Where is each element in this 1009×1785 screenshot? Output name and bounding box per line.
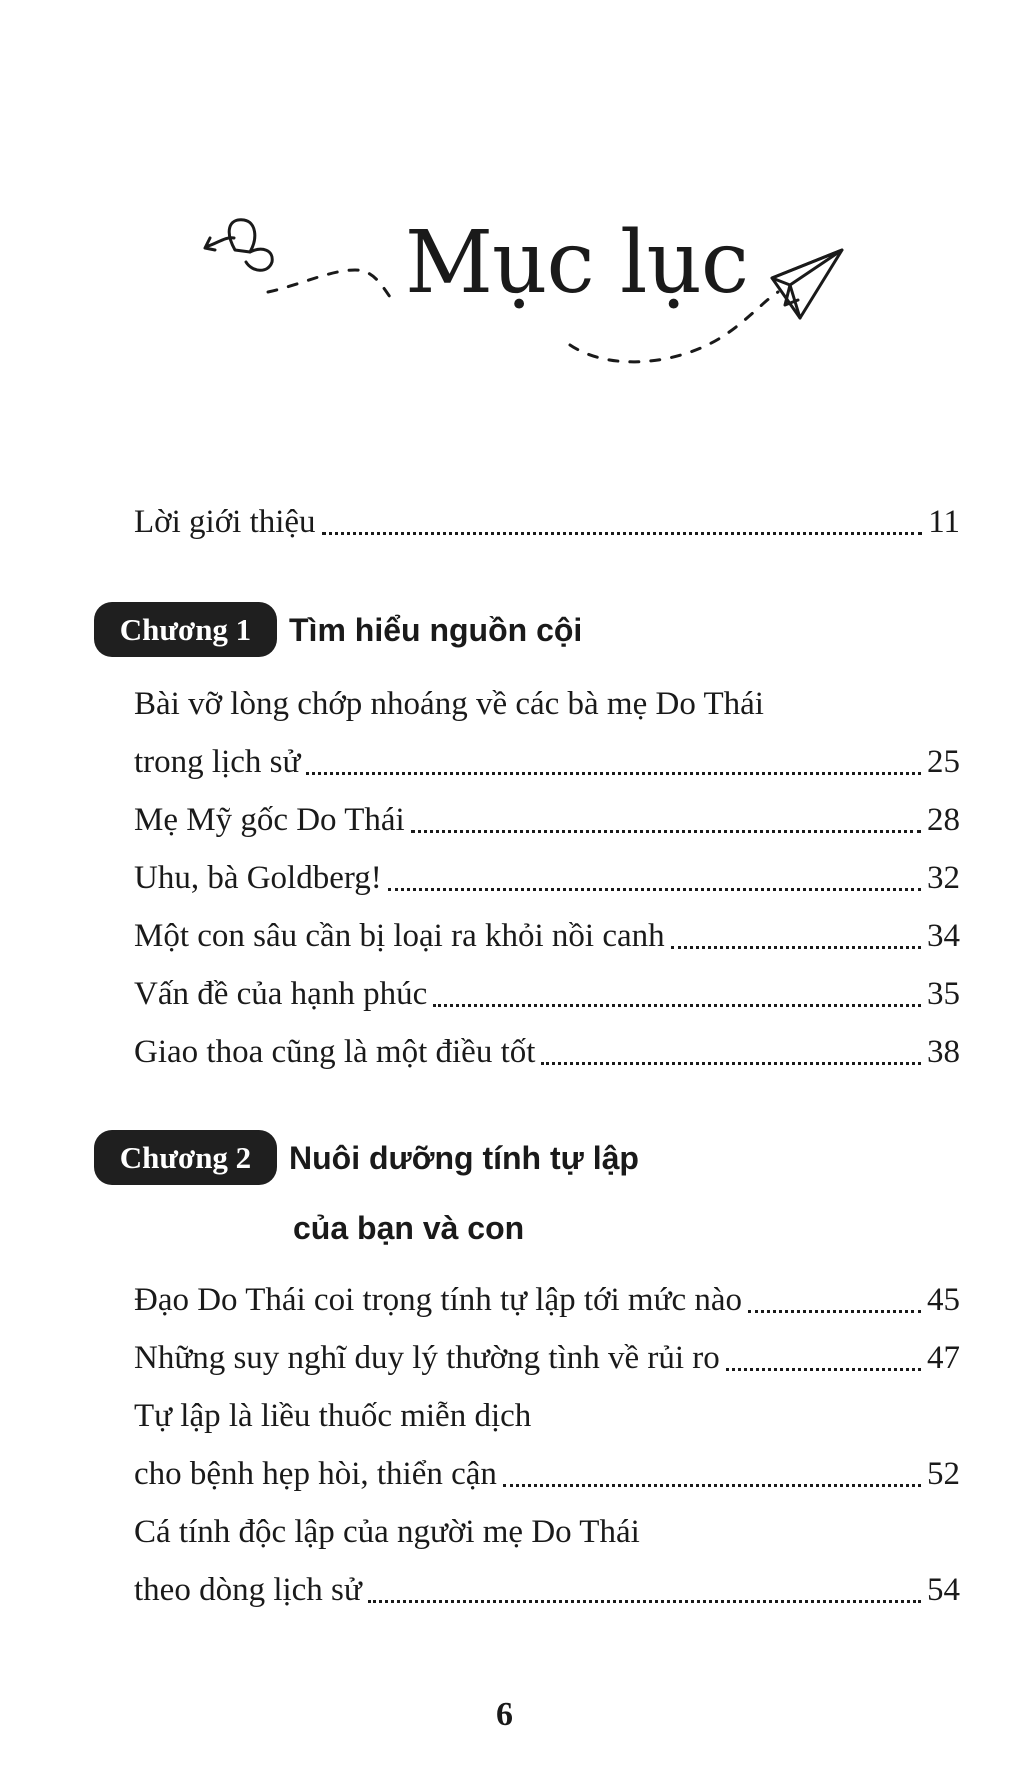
toc-entry-line[interactable]: Cá tính độc lập của người mẹ Do Thái: [134, 1514, 640, 1550]
toc-entry[interactable]: [134, 1278, 960, 1322]
chapter-badge: Chương 1: [94, 602, 277, 657]
toc-entry-label: Mẹ Mỹ gốc Do Thái: [134, 802, 405, 838]
toc-entry-page: 45: [927, 1282, 960, 1318]
page-number: 6: [496, 1696, 513, 1733]
dot-leader: [726, 1368, 921, 1371]
toc-entry-page: 11: [928, 504, 960, 540]
toc-entry-page: 28: [927, 802, 960, 838]
toc-entry-page: 35: [927, 976, 960, 1012]
toc-entry-label: Đạo Do Thái coi trọng tính tự lập tới mức nào: [134, 1282, 743, 1318]
toc-entry-label: Uhu, bà Goldberg!: [134, 860, 382, 896]
toc-entry-label: theo dòng lịch sử: [134, 1572, 362, 1608]
toc-entry-page: 34: [927, 918, 960, 954]
title-area: [0, 0, 1009, 400]
toc-entry[interactable]: [134, 1030, 960, 1074]
dot-leader: [388, 888, 921, 891]
toc-entry-label: Lời giới thiệu: [134, 504, 316, 540]
toc-entry-page: 47: [927, 1340, 960, 1376]
toc-entry-page: 25: [927, 744, 960, 780]
dot-leader: [503, 1484, 921, 1487]
toc-entry-label: Những suy nghĩ duy lý thường tình về rủi ro: [134, 1340, 720, 1376]
dot-leader: [541, 1062, 921, 1065]
dot-leader: [322, 532, 923, 535]
chapter-title-line1: Nuôi dưỡng tính tự lập: [289, 1140, 639, 1176]
toc-entry-label: trong lịch sử: [134, 744, 301, 780]
toc-entry-page: 32: [927, 860, 960, 896]
dot-leader: [433, 1004, 921, 1007]
toc-entry[interactable]: [134, 1452, 960, 1496]
toc-entry[interactable]: [134, 972, 960, 1016]
toc-entry-label: Giao thoa cũng là một điều tốt: [134, 1034, 536, 1070]
page-title: Mục lục: [405, 213, 749, 313]
toc-entry-page: 54: [927, 1572, 960, 1608]
toc-entry-label: Một con sâu cần bị loại ra khỏi nồi canh: [134, 918, 665, 954]
dot-leader: [748, 1310, 921, 1313]
dot-leader: [411, 830, 921, 833]
chapter-title: Tìm hiểu nguồn cội: [289, 612, 583, 648]
toc-entry[interactable]: [134, 1568, 960, 1612]
toc-entry-page: 38: [927, 1034, 960, 1070]
paper-plane-icon: [772, 250, 842, 318]
toc-entry-line[interactable]: Bài vỡ lòng chớp nhoáng về các bà mẹ Do Thái: [134, 686, 764, 722]
toc-entry-page: 52: [927, 1456, 960, 1492]
toc-entry-label: cho bệnh hẹp hòi, thiển cận: [134, 1456, 497, 1492]
toc-entry[interactable]: [134, 798, 960, 842]
dot-leader: [306, 772, 921, 775]
toc-entry-label: Vấn đề của hạnh phúc: [134, 976, 428, 1012]
toc-entry[interactable]: [134, 914, 960, 958]
dot-leader: [671, 946, 921, 949]
title-decoration: [0, 0, 1009, 400]
toc-entry-intro[interactable]: [134, 500, 960, 544]
chapter-title-line2: của bạn và con: [293, 1210, 525, 1246]
butterfly-icon: [205, 220, 272, 270]
toc-entry-line[interactable]: Tự lập là liều thuốc miễn dịch: [134, 1398, 532, 1434]
toc-entry[interactable]: [134, 740, 960, 784]
toc-entry[interactable]: [134, 856, 960, 900]
toc-entry[interactable]: [134, 1336, 960, 1380]
chapter-badge: Chương 2: [94, 1130, 277, 1185]
dot-leader: [368, 1600, 921, 1603]
